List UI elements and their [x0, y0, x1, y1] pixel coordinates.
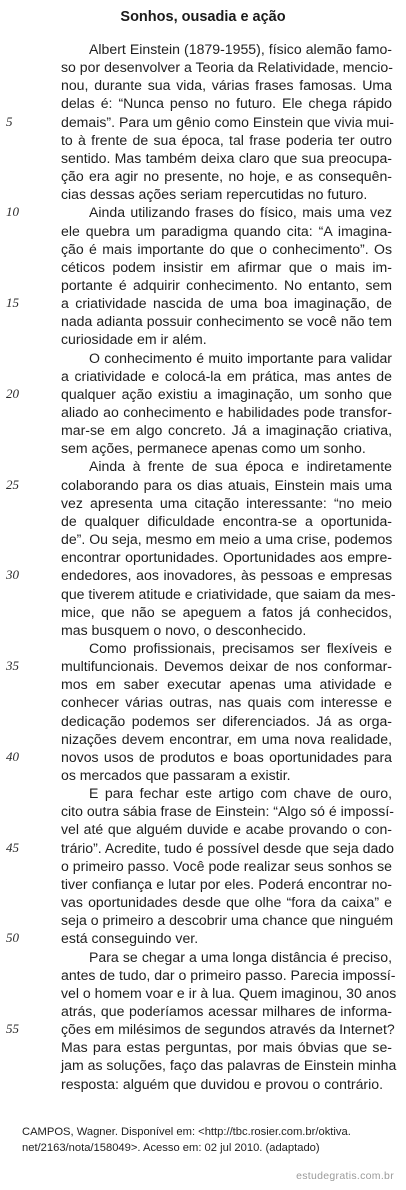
text-line: está conseguindo ver.	[61, 930, 199, 947]
line-number: 20	[6, 385, 19, 401]
text-line: curiosidade em ir além.	[61, 331, 207, 348]
text-line: E para fechar este artigo com chave de ouro,	[89, 785, 392, 802]
text-line: qualquer ação existiu a imaginação, um sonho que	[61, 385, 392, 402]
text-line: Ainda à frente de sua época e indiretamente	[89, 458, 392, 475]
article-title: Sonhos, ousadia e ação	[120, 9, 286, 25]
text-line: de”. Ou seja, mesmo em meio a uma crise, podemos	[61, 531, 393, 547]
text-line: sentido. Mas também deixa claro que sua preocupa-	[61, 149, 392, 166]
text-line: Albert Einstein (1879-1955), físico alemão famo-	[89, 41, 392, 57]
text-line: O conhecimento é muito importante para validar	[89, 349, 392, 366]
text-line: mos em saber executar apenas uma atividade e	[61, 676, 392, 693]
text-line: aliado ao conhecimento e habilidades pode transfor-	[61, 404, 392, 420]
text-line: nou, durante sua vida, várias frases famosas. Uma	[61, 77, 392, 94]
text-line: vas oportunidades desde que olhe “fora da caixa” e	[61, 894, 392, 910]
text-line: que tiverem atitude e criatividade, que saiam da mes-	[61, 585, 396, 602]
line-number: 35	[6, 658, 19, 674]
text-line: ção é mais importante do que o conhecimento”. Os	[61, 240, 392, 257]
text-line: to à frente de sua época, tal frase poderia ter outro	[61, 131, 392, 148]
text-line: demais”. Para um gênio como Einstein que vivia mui-	[61, 113, 394, 130]
text-line: trário”. Acredite, tudo é possível desde que seja dado	[61, 839, 394, 856]
line-number: 40	[6, 748, 19, 764]
text-line: delas é: “Nunca penso no futuro. Ele chega rápido	[61, 95, 392, 112]
text-line: atrás, que poderíamos acessar milhares de informa-	[61, 1002, 392, 1019]
source-line-1: CAMPOS, Wagner. Disponível em: <http://tbc.rosier.com.br/oktiva.	[22, 1126, 351, 1138]
text-line: tiver confiança e lutar por eles. Poderá encontrar no-	[61, 875, 392, 892]
text-line: a criatividade e colocá-la em prática, mas antes de	[61, 367, 392, 384]
text-line: endedores, aos inovadores, às pessoas e empresas	[61, 567, 392, 584]
text-line: ções em milésimos de segundos através da Internet?	[61, 1021, 395, 1038]
text-line: vel o homem voar e ir à lua. Quem imaginou, 30 anos	[61, 984, 397, 1001]
text-line: nizações devem encontrar, em uma nova realidade,	[61, 730, 392, 747]
text-line: vel até que alguém duvide e acabe provando o con-	[61, 821, 392, 838]
text-line: de qualquer dificuldade encontra-se a oportunida-	[61, 512, 392, 529]
line-number: 55	[6, 1021, 19, 1037]
text-line: Mas para estas perguntas, por mais óbvias que se-	[61, 1039, 392, 1056]
text-line: multifuncionais. Devemos deixar de nos conformar-	[61, 658, 392, 675]
text-line: mar-se em algo concreto. Já a imaginação criativa,	[61, 422, 392, 439]
line-number: 15	[6, 295, 19, 311]
text-line: Como profissionais, precisamos ser flexíveis e	[89, 639, 392, 656]
text-line: o primeiro passo. Você pode realizar seus sonhos se	[61, 857, 392, 874]
text-line: mas busquem o novo, o desconhecido.	[61, 621, 307, 638]
text-line: a criatividade nascida de uma boa imaginação, de	[61, 295, 392, 312]
line-number: 10	[6, 204, 19, 220]
line-number: 30	[6, 567, 19, 583]
line-number: 50	[6, 930, 19, 946]
text-line: antes de tudo, dar o primeiro passo. Parecia impossí-	[61, 966, 396, 983]
text-line: so por desenvolver a Teoria da Relatividade, mencio-	[61, 59, 393, 76]
text-line: dedicação podemos ser diferenciados. Já as orga-	[61, 712, 392, 729]
line-number: 5	[6, 113, 13, 129]
text-line: conhecer várias outras, nas quais com interesse e	[61, 694, 392, 711]
line-number: 25	[6, 476, 19, 492]
text-line: cias dessas ações seriam repercutidas no futuro.	[61, 186, 368, 203]
text-line: céticos podem insistir em afirmar que o mais im-	[61, 258, 392, 275]
text-line: os mercados que passaram a existir.	[61, 767, 291, 783]
text-line: resposta: alguém que duvidou e provou o contrário.	[61, 1075, 384, 1092]
text-line: encontrar oportunidades. Oportunidades aos empre-	[61, 549, 392, 566]
text-line: portante é adquirir conhecimento. No entanto, sem	[61, 276, 392, 293]
text-line: Ainda utilizando frases do físico, mais uma vez	[89, 204, 392, 221]
text-line: mice, que não se apeguem a fatos já conhecidos,	[61, 603, 392, 620]
text-line: Para se chegar a uma longa distância é preciso,	[89, 948, 392, 965]
text-line: jam as soluções, faço das palavras de Einstein minha	[61, 1057, 397, 1074]
text-line: vez apresenta uma citação interessante: “no meio	[61, 494, 392, 511]
text-line: colaborando para os dias atuais, Einstein mais uma	[61, 476, 392, 493]
text-line: novos usos de produtos e boas oportunidades para	[61, 748, 392, 765]
watermark: estudegratis.com.br	[296, 1170, 394, 1182]
source-line-2: net/2163/nota/158049>. Acesso em: 02 jul 2010. (adaptado)	[22, 1142, 320, 1154]
text-line: sem ações, permanece apenas como um sonho.	[61, 440, 366, 457]
text-line: cito outra sábia frase de Einstein: “Algo só é impossí-	[61, 803, 394, 820]
text-line: nada adianta possuir conhecimento se você não tem	[61, 313, 392, 330]
text-line: seja o primeiro a descobrir uma chance que ninguém	[61, 912, 394, 929]
line-number: 45	[6, 839, 19, 855]
text-line: ção era agir no presente, no hoje, e as consequên-	[61, 168, 392, 184]
text-line: ele quebra um paradigma quando cita: “A imagina-	[61, 222, 392, 239]
